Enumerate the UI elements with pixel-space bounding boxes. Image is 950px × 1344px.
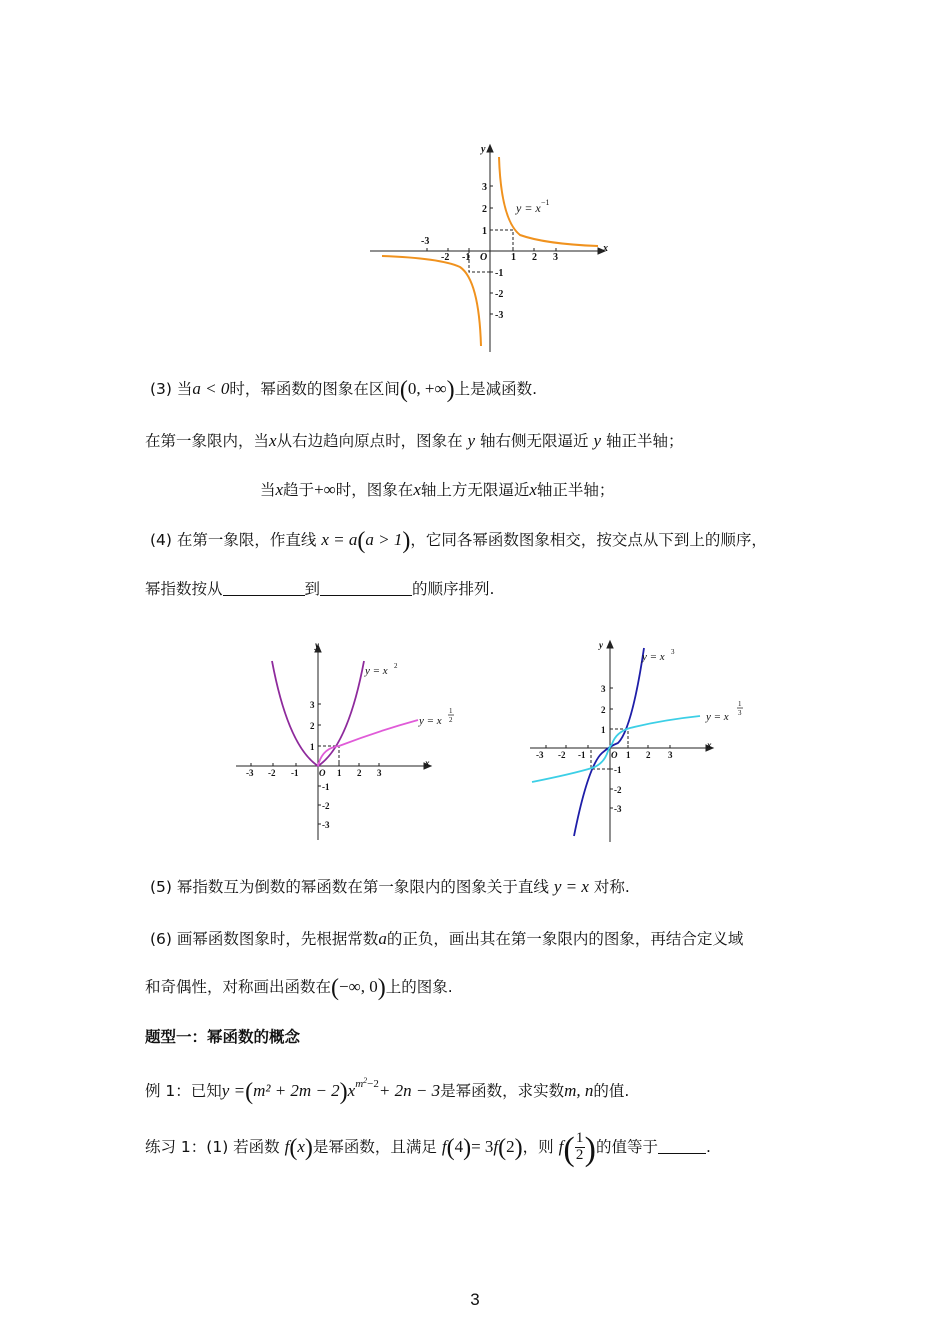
svg-text:x: x [425,758,430,768]
svg-text:3: 3 [738,709,742,717]
blank-from[interactable] [223,595,305,596]
tick-x-neg3: -3 [421,236,430,247]
svg-text:O: O [611,750,618,760]
curve-label-exponent: −1 [541,198,550,207]
tick-y-3: 3 [482,182,487,193]
cbrt-label: y = x [706,711,729,723]
svg-text:2: 2 [394,662,398,670]
svg-text:-2: -2 [614,785,622,795]
svg-text:3: 3 [377,768,382,778]
point-4: (4) 在第一象限，作直线 x = a(a > 1)，它同各幂函数图象相交，按交点从下到上的顺序， [150,528,767,554]
tick-x-neg2: -2 [441,252,450,263]
tick-x-2: 2 [532,252,537,263]
sqrt-curve [318,720,418,766]
svg-text:2: 2 [310,721,315,731]
example-1: 例 1：已知$y =(m^2 + 2m - 2)x^{m^2-2}+ 2n - 3$是幂函数，求实数m, n的值. [145,1076,630,1105]
sqrt-label: y = x [419,715,442,727]
p3-mid: 时，幂函数的图象在区间 [229,380,400,398]
section-title: 题型一：幂函数的概念 [145,1028,301,1046]
answer-blank[interactable] [658,1153,706,1154]
svg-text:2: 2 [449,716,453,724]
infinity-line: 当x趋于+∞时，图象在x轴上方无限逼近x轴正半轴； [260,480,615,499]
tick-x-1: 1 [511,252,516,263]
p3-suffix: 上是减函数. [454,380,538,398]
exercise-1: 练习 1：(1) 若函数 f(x)是幂函数，且满足 f(4)= 3f(2)，则 f( $\frac{1}{2}$ )的值等于 . [145,1130,711,1168]
svg-text:1: 1 [626,750,631,760]
svg-text:-2: -2 [558,750,566,760]
graph-square-sqrt [228,636,468,846]
p3-prefix: (3) 当 [150,380,193,398]
page-number: 3 [470,1290,480,1309]
svg-text:-1: -1 [322,782,330,792]
quadrant-one-line: 在第一象限内，当x从右边趋向原点时，图象在 y 轴右侧无限逼近 y 轴正半轴； [145,431,684,450]
svg-text:-3: -3 [322,820,330,830]
svg-text:-3: -3 [614,804,622,814]
svg-text:-3: -3 [536,750,544,760]
svg-text:1: 1 [449,707,453,715]
svg-text:2: 2 [357,768,362,778]
svg-text:-1: -1 [614,765,622,775]
cube-label: y = x [642,651,665,663]
graph-reciprocal [360,140,610,355]
svg-text:-2: -2 [268,768,276,778]
svg-text:1: 1 [310,742,315,752]
reciprocal-curve-negative [382,256,481,346]
p3-cond: a < 0 [192,379,230,398]
svg-text:1: 1 [738,700,742,708]
svg-text:O: O [319,768,326,778]
svg-text:y: y [315,640,319,650]
svg-text:3: 3 [601,684,606,694]
svg-text:-3: -3 [246,768,254,778]
point-4-order: 幂指数按从 到 的顺序排列. [145,580,495,598]
point-6: (6) 画幂函数图象时，先根据常数a的正负，画出其在第一象限内的图象，再结合定义域 [150,929,744,948]
svg-text:-1: -1 [578,750,586,760]
svg-text:-1: -1 [291,768,299,778]
tick-y-neg2: -2 [495,289,504,300]
p3-interval: 0, +∞ [407,379,447,398]
origin-label: O [480,252,488,263]
svg-text:3: 3 [310,700,315,710]
square-label: y = x [365,665,388,677]
y-axis-label: y [481,144,486,155]
tick-x-neg1: -1 [462,252,471,263]
svg-text:1: 1 [337,768,342,778]
blank-to[interactable] [320,595,412,596]
svg-text:2: 2 [601,705,606,715]
cube-curve [574,648,644,836]
svg-text:x: x [707,740,712,750]
point-3: (3) 当a < 0时，幂函数的图象在区间(0, +∞)上是减函数. [150,377,538,403]
svg-text:2: 2 [646,750,651,760]
svg-text:3: 3 [668,750,673,760]
tick-y-1: 1 [482,226,487,237]
point-6-cont: 和奇偶性，对称画出函数在(−∞, 0)上的图象. [145,975,453,1001]
curve-label: y = x [516,201,541,215]
tick-x-3: 3 [553,252,558,263]
tick-y-neg1: -1 [495,268,504,279]
svg-text:y: y [599,640,603,650]
svg-text:-2: -2 [322,801,330,811]
tick-y-2: 2 [482,204,487,215]
svg-text:1: 1 [601,725,606,735]
tick-y-neg3: -3 [495,310,504,321]
x-axis-label: x [603,243,608,254]
graph-cube-cbrt [522,636,762,846]
point-5: (5) 幂指数互为倒数的幂函数在第一象限内的图象关于直线 y = x 对称. [150,877,630,896]
svg-text:3: 3 [671,648,675,656]
